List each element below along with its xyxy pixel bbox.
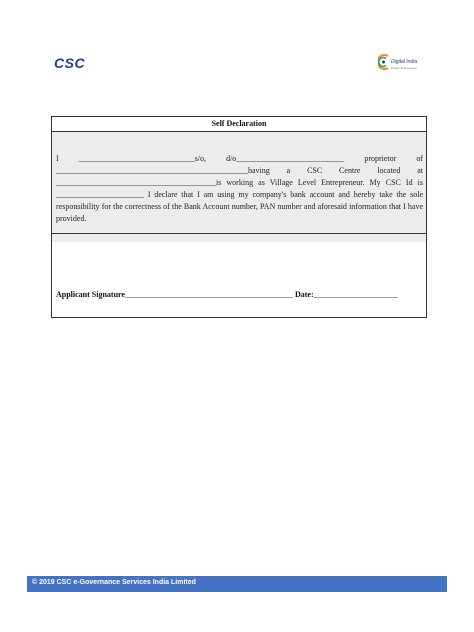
signature-field[interactable]: __________________________________________ (124, 290, 293, 299)
form-title: Self Declaration (52, 117, 426, 132)
shaded-row (52, 132, 426, 149)
section-divider (52, 233, 426, 234)
digital-india-emblem-icon (378, 54, 390, 70)
csc-logo (54, 55, 90, 73)
date-label: Date: (294, 290, 314, 299)
declaration-text: I _____________________________s/o, d/o___________________________ proprietor of ________________________________________________having a CSC Centre located at ________________________________________is working as Village Level Entrepreneur. My CSC Id is ______________________ I declare that I am using my company's bank account and hereby take the sole responsibility for the correctness of the Bank Account number, PAN number and aforesaid information that I have provided. (56, 154, 423, 223)
footer-bar (27, 576, 447, 592)
signature-label: Applicant Signature (56, 290, 125, 299)
footer-copyright: © 2019 CSC e-Governance Services India Limited (32, 579, 196, 586)
digital-india-text: Digital India (391, 59, 418, 65)
signature-row (56, 290, 423, 299)
date-field[interactable]: _____________________ (313, 290, 398, 299)
digital-india-tagline: Power To Empower (391, 66, 417, 70)
csc-logo-text: CSC (54, 55, 86, 71)
digital-india-logo (378, 54, 422, 74)
self-declaration-form (51, 116, 427, 318)
